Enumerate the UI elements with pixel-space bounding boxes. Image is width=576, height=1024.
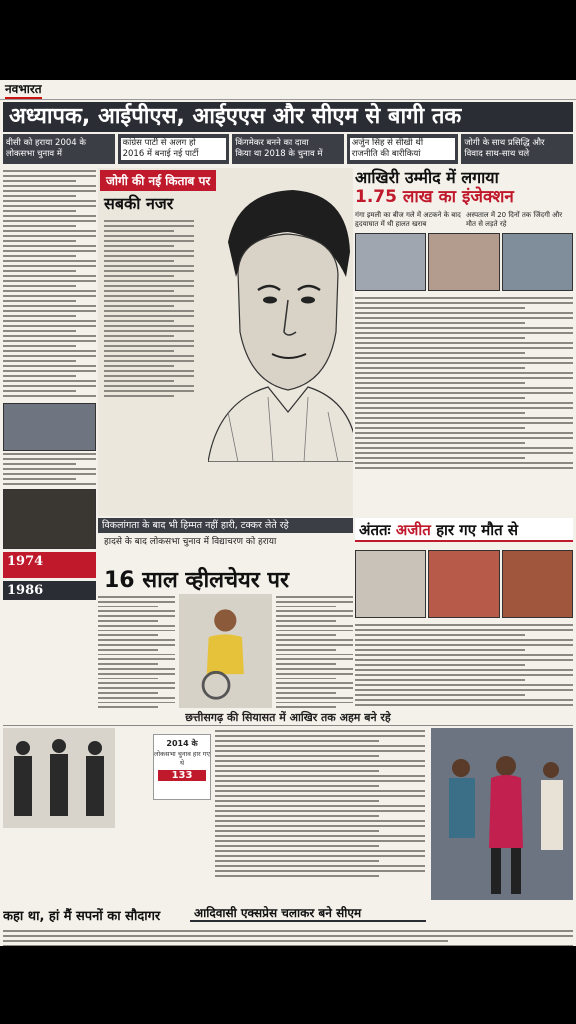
hospital-photo-2 [428,233,499,291]
wheelchair-headline: 16 साल व्हीलचेयर पर [104,568,289,593]
subhead-5: जोगी के साथ प्रसिद्धि और विवाद साथ-साथ चले [461,134,573,164]
bottom-text [3,928,573,944]
article-text [3,168,96,397]
main-headline: अध्यापक, आईपीएस, आईएएस और सीएम से बागी तक [3,102,573,132]
injection-title: आखिरी उम्मीद में लगाया [355,168,499,187]
subhead-2: कांग्रेस पार्टी से अलग हो 2016 में बनाई नई पार्टी [118,134,230,164]
adivasi-express-headline: आदिवासी एक्सप्रेस चलाकर बने सीएम [190,906,426,922]
wheelchair-subhead: हादसे के बाद लोकसभा चुनाव में विद्याचरण को हराया [104,537,277,547]
injection-caption-2: अस्पताल में 20 दिनों तक जिंदगी और मौत से लड़ते रहे [466,211,563,228]
archive-photo-1 [3,403,96,451]
book-article [104,218,194,397]
subhead-3: किंगमेकर बनने का दावा किया था 2018 के चुनाव में [232,134,344,164]
end-text [355,622,573,708]
wheelchair-columns [98,594,353,708]
article-text [3,451,96,485]
hospital-photo-1 [355,233,426,291]
wheelchair-bar: विकलांगता के बाद भी हिम्मत नहीं हारी, टक्कर लेते रहे [98,518,353,533]
subhead-4: अर्जुन सिंह से सीखी थीं राजनीति की बारीकियां [347,134,459,164]
archive-photo-2 [3,489,96,549]
end-headline: अंततः अजीत हार गए मौत से [355,518,573,542]
portrait-sketch [208,182,353,462]
book-headline: सबकी नजर [104,194,174,213]
funeral-photo-3 [502,550,573,618]
hospital-photo-3 [502,233,573,291]
injection-caption-1: गंगा इमली का बीज गले में अटकने के बाद हृदयाघात में थी हालत खराब [355,211,461,228]
election-stat: 2014 के लोकसभा चुनाव हार गए थे 133 [153,734,211,800]
book-tag: जोगी की नई किताब पर [100,170,216,191]
end-story [355,546,573,708]
group-photo [3,728,115,828]
subhead-1: वीसी को हराया 2004 के लोकसभा चुनाव में [3,134,115,164]
funeral-photo-1 [355,550,426,618]
masthead [0,80,576,100]
funeral-photo-2 [428,550,499,618]
book-feature [98,168,353,516]
subhead-row [3,134,573,164]
politics-row [3,728,573,846]
injection-story [355,168,573,516]
wheelchair-photo [179,594,272,708]
injection-subtitle: 1.75 लाख का इंजेक्शन [355,187,514,207]
injection-text [355,295,573,469]
hospital-photos [355,233,573,291]
robotic-walk-photo [431,728,573,900]
timeline-year-1974: 1974 [3,552,96,578]
politics-text [215,728,425,877]
newspaper-page [0,80,576,946]
newspaper-logo: नवभारत [5,80,42,99]
timeline-year-1986: 1986 [3,581,96,600]
dream-merchant-headline: कहा था, हां मैं सपनों का सौदागर [3,909,161,924]
left-column [3,168,96,628]
politics-section-title: छत्तीसगढ़ की सियासत में आखिर तक अहम बने रहे [3,710,573,726]
